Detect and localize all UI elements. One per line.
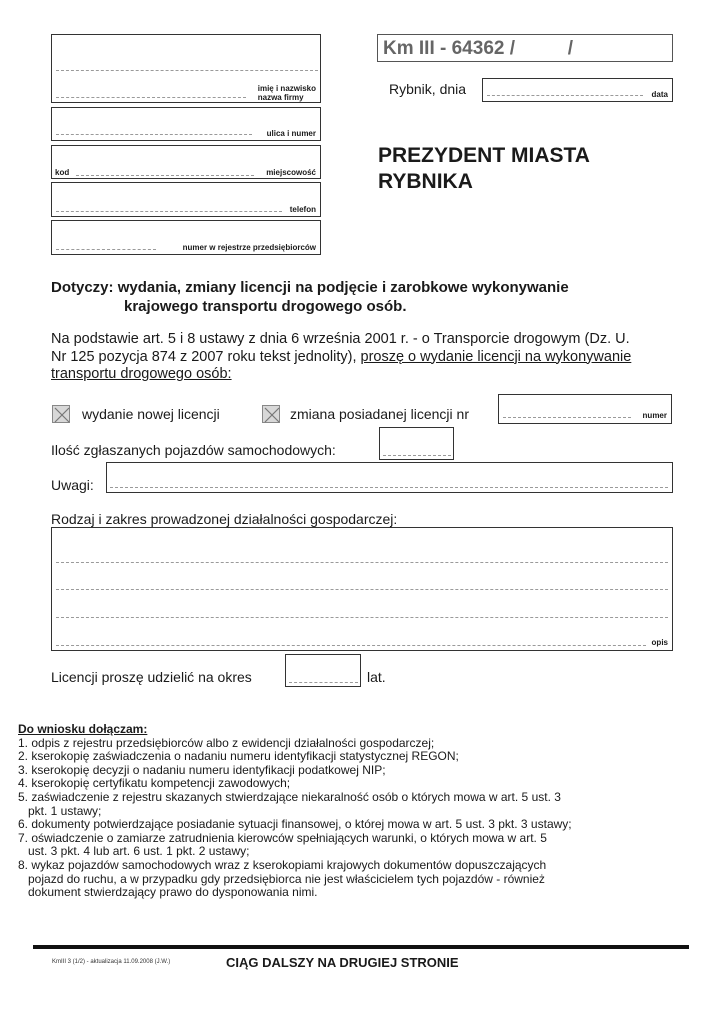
name-line-2 bbox=[56, 97, 246, 98]
period-line bbox=[289, 682, 358, 683]
subject-label: Dotyczy: bbox=[51, 279, 114, 296]
notes-line bbox=[110, 487, 668, 488]
description-hint: opis bbox=[651, 638, 668, 647]
place-date-label: Rybnik, dnia bbox=[389, 81, 467, 97]
vehicles-count-field[interactable] bbox=[379, 427, 454, 460]
addressee-line-1: PREZYDENT MIASTA bbox=[378, 144, 590, 167]
addressee-line-2: RYBNIKA bbox=[378, 170, 473, 193]
date-field[interactable] bbox=[482, 78, 673, 102]
continued-notice: CIĄG DALSZY NA DRUGIEJ STRONIE bbox=[226, 955, 459, 970]
subject bbox=[51, 278, 569, 316]
intro-line-1: Na podstawie art. 5 i 8 ustawy z dnia 6 września 2001 r. - o Transporcie drogowym (Dz. U. bbox=[51, 331, 630, 347]
period-field[interactable] bbox=[285, 654, 361, 687]
street-line bbox=[56, 134, 252, 135]
activity-label: Rodzaj i zakres prowadzonej działalności gospodarczej: bbox=[51, 511, 398, 527]
license-number-line bbox=[503, 417, 631, 418]
activity-line-4 bbox=[56, 645, 646, 646]
subject-line-1: wydania, zmiany licencji na podjęcie i zarobkowe wykonywanie bbox=[117, 279, 569, 296]
period-unit: lat. bbox=[367, 669, 386, 685]
license-number-field[interactable] bbox=[498, 394, 672, 424]
city-box[interactable] bbox=[51, 145, 321, 179]
change-license-label: zmiana posiadanej licencji nr bbox=[290, 406, 469, 422]
form-code: KmIII 3 (1/2) - aktualizacja 11.09.2008 (J.W.) bbox=[52, 959, 171, 965]
list-item: 6. dokumenty potwierdzające posiadanie sytuacji finansowej, o której mowa w art. 5 ust. 3 pkt. 3 ustawy; bbox=[18, 817, 572, 832]
activity-line-2 bbox=[56, 589, 668, 590]
date-hint: data bbox=[651, 90, 668, 99]
list-item: 4. kserokopię certyfikatu kompetencji zawodowych; bbox=[18, 776, 291, 791]
new-license-checkbox[interactable] bbox=[52, 405, 70, 423]
phone-line bbox=[56, 211, 282, 212]
new-license-label: wydanie nowej licencji bbox=[82, 406, 220, 422]
cross-mark-icon bbox=[53, 406, 71, 424]
case-number-box bbox=[377, 34, 673, 62]
addressee bbox=[378, 143, 590, 195]
street-box[interactable] bbox=[51, 107, 321, 141]
list-item: pojazd do ruchu, a w przypadku gdy przedsiębiorca nie jest właścicielem tych pojazdów - również bbox=[18, 871, 545, 886]
notes-label: Uwagi: bbox=[51, 477, 94, 493]
activity-line-1 bbox=[56, 562, 668, 563]
list-item: dokument stwierdzający prawo do dysponowania nimi. bbox=[18, 885, 318, 900]
city-hint: miejscowość bbox=[266, 168, 316, 177]
city-line bbox=[76, 175, 254, 176]
intro-paragraph bbox=[51, 331, 681, 384]
list-item: 7. oświadczenie o zamiarze zatrudnienia kierowców spełniających warunki, o których mowa w art. 5 bbox=[18, 830, 547, 845]
list-item: 3. kserokopię decyzji o nadaniu numeru identyfikacji podatkowej NIP; bbox=[18, 762, 386, 777]
postcode-hint: kod bbox=[55, 168, 70, 177]
street-hint: ulica i numer bbox=[266, 129, 316, 138]
notes-field[interactable] bbox=[106, 462, 673, 493]
vehicles-label: Ilość zgłaszanych pojazdów samochodowych: bbox=[51, 442, 336, 458]
register-number-box[interactable] bbox=[51, 220, 321, 255]
cross-mark-icon bbox=[263, 406, 281, 424]
attachments bbox=[18, 723, 678, 900]
change-license-checkbox[interactable] bbox=[262, 405, 280, 423]
activity-description-field[interactable] bbox=[51, 527, 673, 651]
phone-box[interactable] bbox=[51, 182, 321, 217]
applicant-name-box[interactable] bbox=[51, 34, 321, 103]
case-number: Km III - 64362 / / bbox=[383, 38, 574, 59]
list-item: pkt. 1 ustawy; bbox=[18, 803, 102, 818]
intro-line-3: transportu drogowego osób: bbox=[51, 366, 232, 382]
list-item: 1. odpis z rejestru przedsiębiorców albo z ewidencji działalności gospodarczej; bbox=[18, 735, 435, 750]
footer-rule bbox=[33, 945, 689, 949]
intro-line-2: Nr 125 pozycja 874 z 2007 roku tekst jednolity), bbox=[51, 348, 361, 365]
period-label: Licencji proszę udzielić na okres bbox=[51, 669, 252, 685]
vehicles-line bbox=[383, 455, 451, 456]
list-item: 8. wykaz pojazdów samochodowych wraz z kserokopiami krajowych dokumentów dopuszczających bbox=[18, 857, 547, 872]
date-line bbox=[487, 95, 643, 96]
activity-line-3 bbox=[56, 617, 668, 618]
list-item: ust. 3 pkt. 4 lub art. 6 ust. 1 pkt. 2 ustawy; bbox=[18, 844, 250, 859]
list-item: 2. kserokopię zaświadczenia o nadaniu numeru identyfikacji statystycznej REGON; bbox=[18, 749, 459, 764]
list-item: 5. zaświadczenie z rejestru skazanych stwierdzające niekaralność osób o których mowa w art. 5 ust. 3 bbox=[18, 789, 561, 804]
name-line-1 bbox=[56, 70, 318, 71]
phone-hint: telefon bbox=[289, 205, 316, 214]
register-hint: numer w rejestrze przedsiębiorców bbox=[182, 243, 316, 252]
license-number-hint: numer bbox=[642, 411, 667, 420]
intro-request: proszę o wydanie licencji na wykonywanie bbox=[360, 348, 632, 365]
name-hint: imię i nazwisko nazwa firmy bbox=[257, 84, 316, 102]
attachments-title: Do wniosku dołączam: bbox=[18, 722, 148, 736]
subject-line-2: krajowego transportu drogowego osób. bbox=[124, 298, 407, 315]
register-line bbox=[56, 249, 156, 250]
